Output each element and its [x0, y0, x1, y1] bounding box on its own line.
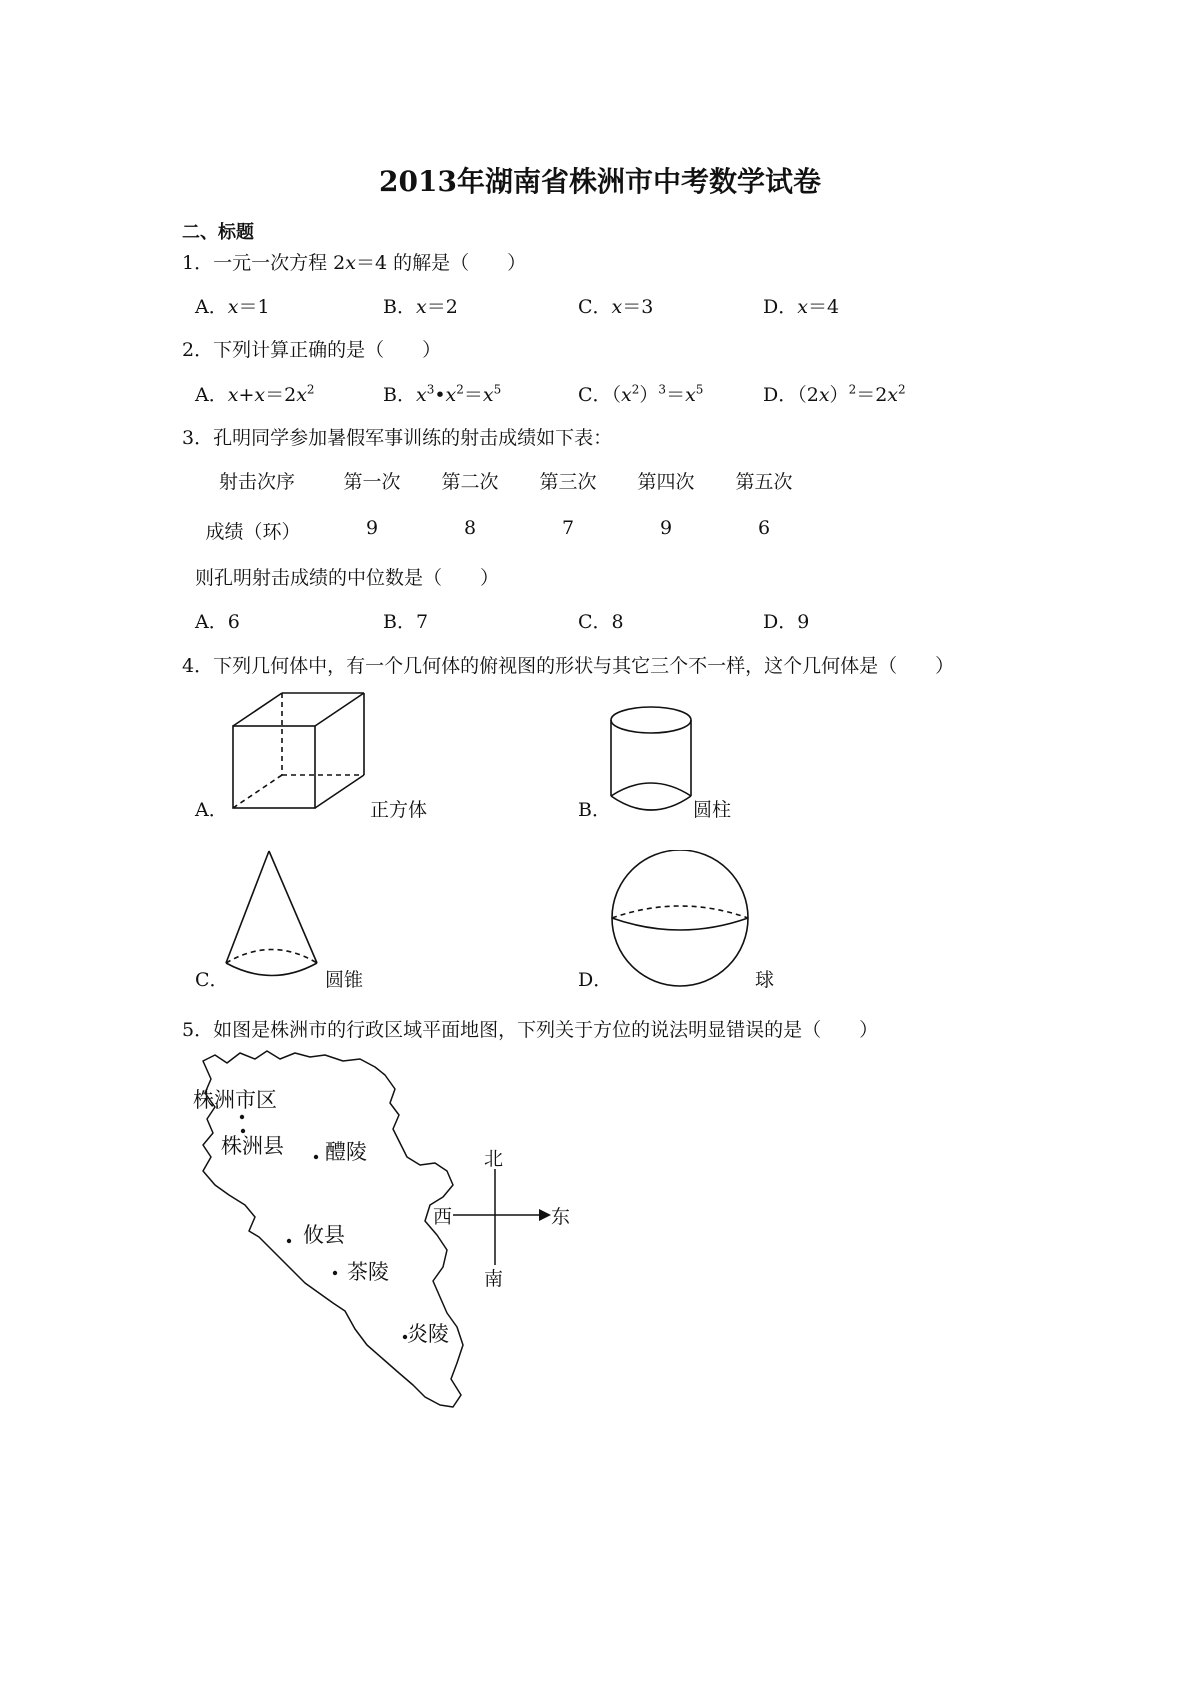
- table-cell: 8: [463, 517, 477, 539]
- cube-icon: [225, 688, 370, 813]
- question-2-stem: 2．下列计算正确的是（ ）: [182, 339, 442, 361]
- q3-option-d[interactable]: D．9: [763, 611, 810, 633]
- table-header-cell: 第一次: [343, 471, 401, 493]
- map-label-youxian: 攸县: [303, 1223, 345, 1247]
- cube-label: 正方体: [370, 799, 428, 821]
- q3-option-b[interactable]: B．7: [383, 611, 429, 633]
- compass-west: 西: [433, 1206, 453, 1228]
- map-label-chaling: 茶陵: [347, 1260, 389, 1284]
- cylinder-label: 圆柱: [693, 799, 732, 821]
- cone-icon: [222, 848, 327, 983]
- map-dot: [240, 1115, 244, 1119]
- table-header-cell: 第五次: [735, 471, 793, 493]
- compass-east: 东: [551, 1206, 571, 1228]
- map-dot: [241, 1129, 245, 1133]
- q1-option-c[interactable]: C．x＝3: [578, 296, 654, 318]
- map-label-zhuzhou-city: 株洲市区: [193, 1088, 277, 1112]
- sphere-label: 球: [755, 969, 775, 991]
- q3-option-a[interactable]: A．6: [195, 611, 240, 633]
- q1-option-d[interactable]: D．x＝4: [763, 296, 840, 318]
- map-dot: [314, 1155, 318, 1159]
- table-header-cell: 第三次: [539, 471, 597, 493]
- q2-option-d[interactable]: D．$(2x)^2=2x^2$: [763, 382, 906, 406]
- map-label-zhuzhou-county: 株洲县: [221, 1134, 284, 1158]
- q4-option-c[interactable]: C．: [195, 969, 229, 991]
- table-header-cell: 第四次: [637, 471, 695, 493]
- q1-option-b[interactable]: B．x＝2: [383, 296, 458, 318]
- zhuzhou-map: [185, 1045, 585, 1425]
- page-title: 2013年湖南省株洲市中考数学试卷: [379, 165, 821, 198]
- map-label-yanling: 炎陵: [407, 1322, 449, 1346]
- map-label-liling: 醴陵: [325, 1140, 367, 1164]
- question-5-stem: 5．如图是株洲市的行政区域平面地图，下列关于方位的说法明显错误的是（ ）: [182, 1019, 879, 1041]
- table-cell: 成绩（环）: [205, 521, 301, 543]
- q4-option-b[interactable]: B．: [578, 799, 611, 821]
- question-3-followup: 则孔明射击成绩的中位数是（ ）: [195, 567, 500, 589]
- table-header-cell: 射击次序: [218, 471, 295, 493]
- table-cell: 9: [659, 517, 673, 539]
- map-dot: [333, 1271, 337, 1275]
- map-dot: [287, 1239, 291, 1243]
- cylinder-icon: [605, 700, 700, 820]
- question-1-stem: 1．一元一次方程 2x＝4 的解是（ ）: [182, 252, 527, 274]
- compass-north: 北: [484, 1148, 504, 1170]
- q2-option-c[interactable]: C．$(x^2)^3=x^5$: [578, 382, 704, 406]
- section-heading: 二、标题: [182, 222, 254, 243]
- table-cell: 9: [365, 517, 379, 539]
- q4-option-a[interactable]: A．: [195, 799, 228, 821]
- cone-label: 圆锥: [325, 969, 364, 991]
- q4-option-d[interactable]: D．: [578, 969, 613, 991]
- q2-option-b[interactable]: B．$x^3•x^2=x^5$: [383, 382, 502, 406]
- table-cell: 7: [561, 517, 575, 539]
- q1-option-a[interactable]: A．x＝1: [195, 296, 270, 318]
- table-cell: 6: [757, 517, 771, 539]
- question-3-stem: 3．孔明同学参加暑假军事训练的射击成绩如下表：: [182, 427, 613, 449]
- question-4-stem: 4．下列几何体中，有一个几何体的俯视图的形状与其它三个不一样，这个几何体是（ ）: [182, 655, 955, 677]
- compass-icon: [453, 1169, 551, 1265]
- compass-south: 南: [484, 1268, 504, 1290]
- q3-option-c[interactable]: C．8: [578, 611, 624, 633]
- q2-option-a[interactable]: A．$x+x=2x^2$: [195, 382, 315, 406]
- sphere-icon: [608, 850, 753, 990]
- table-header-cell: 第二次: [441, 471, 499, 493]
